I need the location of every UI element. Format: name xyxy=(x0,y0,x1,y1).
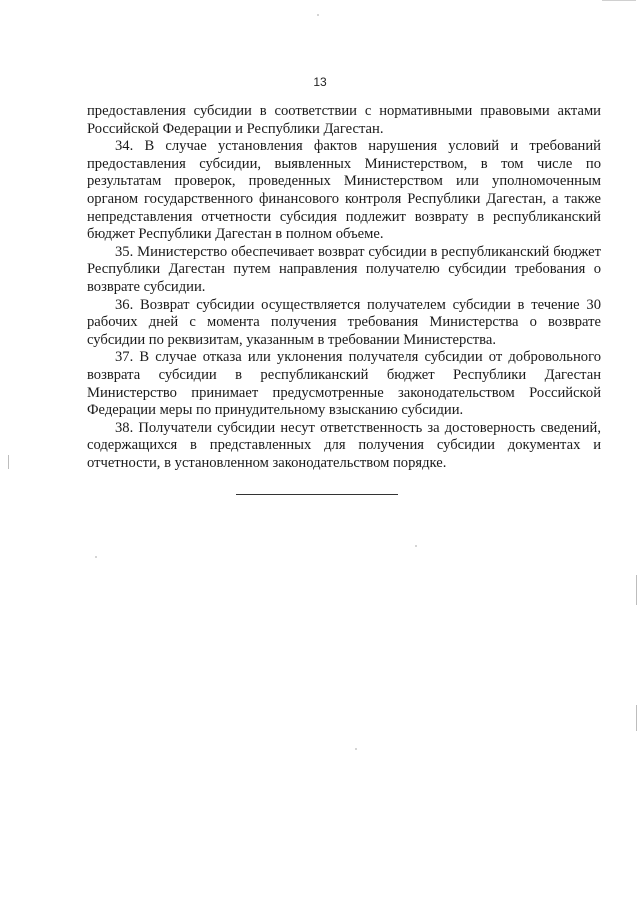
scan-artifact xyxy=(636,575,637,605)
scan-speck xyxy=(95,556,97,558)
paragraph-36: 36. Возврат субсидии осуществляется получателем субсидии в течение 30 рабочих дней с момента получения требования Министерства о возврате субсидии по реквизитам, указанным в требовании Министерства. xyxy=(87,296,601,348)
paragraph-34: 34. В случае установления фактов нарушения условий и требований предоставления субсидии, выявленных Министерством, в том числе по результатам проверок, проведенных Министерством или уполномоченным органом государственного финансового контроля Республики Дагестан, а также непредставления отчетности субсидия подлежит возврату в республиканский бюджет Республики Дагестан в полном объеме. xyxy=(87,138,601,243)
scan-artifact xyxy=(602,0,636,1)
scan-speck xyxy=(415,545,417,547)
end-divider-line xyxy=(236,494,398,495)
page-number: 13 xyxy=(313,75,327,89)
document-body xyxy=(87,103,601,472)
paragraph-continuation: предоставления субсидии в соответствии с нормативными правовыми актами Российской Федерации и Республики Дагестан. xyxy=(87,103,601,137)
scan-artifact xyxy=(636,705,637,731)
scan-speck xyxy=(317,14,319,16)
scan-artifact xyxy=(8,455,9,469)
paragraph-37: 37. В случае отказа или уклонения получателя субсидии от добровольного возврата субсидии в республиканский бюджет Республики Дагестан Министерство принимает предусмотренные законодательством Российской Федерации меры по принудительному взысканию субсидии. xyxy=(87,349,601,419)
paragraph-35: 35. Министерство обеспечивает возврат субсидии в республиканский бюджет Республики Дагестан путем направления получателю субсидии требования о возврате субсидии. xyxy=(87,243,601,295)
scan-speck xyxy=(355,748,357,750)
paragraph-38: 38. Получатели субсидии несут ответственность за достоверность сведений, содержащихся в представленных для получения субсидии документах и отчетности, в установленном законодательством порядке. xyxy=(87,419,601,471)
